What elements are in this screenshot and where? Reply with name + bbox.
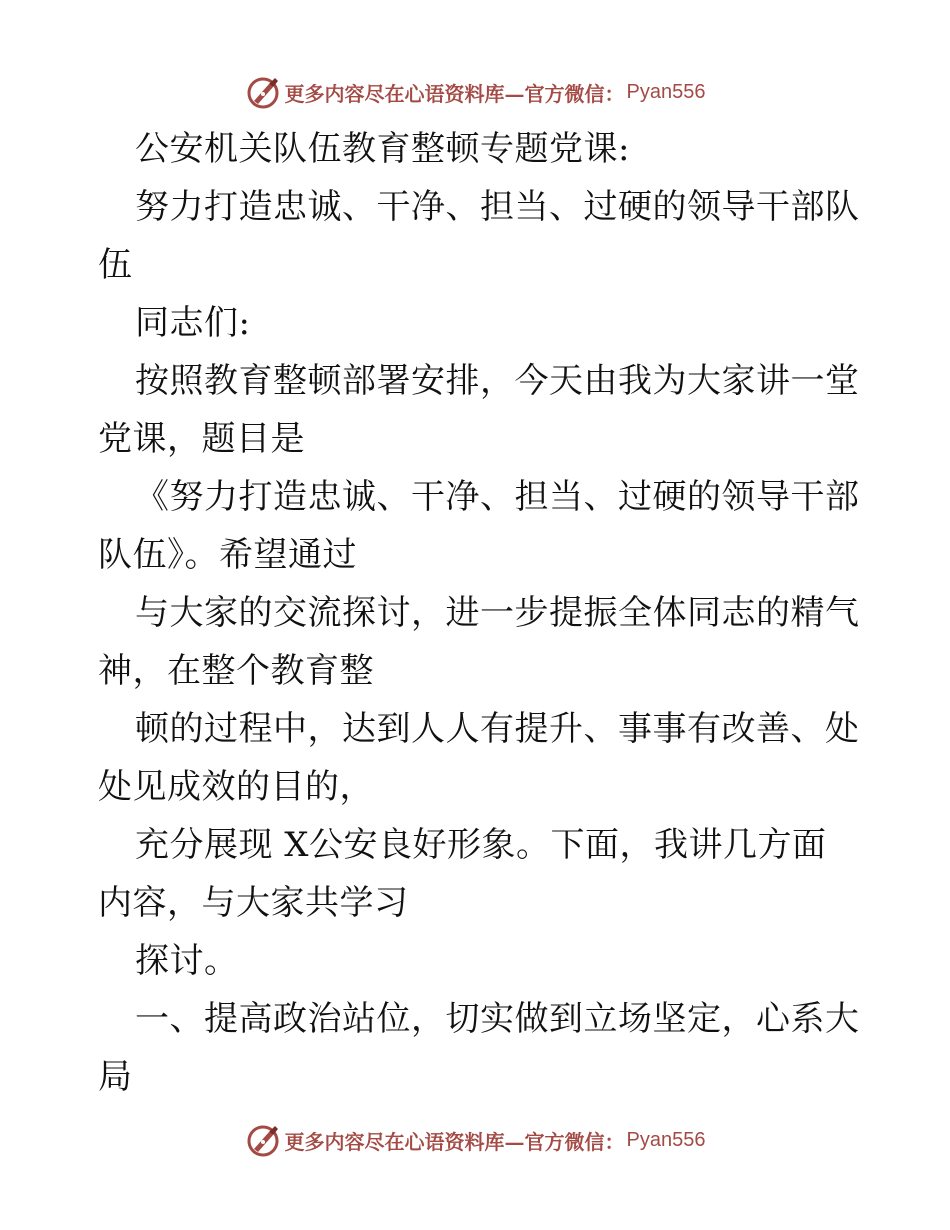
doc-line: 与大家的交流探讨，进一步提振全体同志的精气 [135,593,860,633]
pen-nib-logo-icon [245,74,281,110]
doc-title: 公安机关队伍教育整顿专题党课: [135,129,630,169]
doc-subtitle-cont: 伍 [98,245,133,285]
watermark-wechat-id: Pyan556 [626,80,706,103]
doc-line: 内容，与大家共学习 [98,883,409,923]
doc-subtitle: 努力打造忠诚、干净、担当、过硬的领导干部队 [135,187,860,227]
document-body [98,120,858,1106]
section-heading: 一、提高政治站位，切实做到立场坚定，心系大 [135,999,860,1039]
watermark-wechat-id: Pyan556 [626,1128,706,1151]
watermark-text: 更多内容尽在心语资料库—官方微信： [284,81,625,106]
doc-line: 探讨。 [135,941,239,981]
doc-line: 处见成效的目的， [98,767,374,807]
doc-line: 党课，题目是 [98,419,305,459]
doc-salutation: 同志们: [135,303,251,343]
doc-line: 充分展现 X公安良好形象。下面，我讲几方面 [135,825,827,865]
watermark-text: 更多内容尽在心语资料库—官方微信： [284,1129,625,1154]
section-heading-cont: 局 [98,1057,133,1097]
pen-nib-logo-icon [245,1122,281,1158]
doc-line: 《努力打造忠诚、干净、担当、过硬的领导干部 [135,477,860,517]
doc-line: 队伍》。希望通过 [98,535,357,575]
doc-line: 按照教育整顿部署安排，今天由我为大家讲一堂 [135,361,860,401]
doc-line: 神，在整个教育整 [98,651,374,691]
watermark-footer [0,1120,950,1160]
doc-line: 顿的过程中，达到人人有提升、事事有改善、处 [135,709,860,749]
watermark-header [0,72,950,112]
